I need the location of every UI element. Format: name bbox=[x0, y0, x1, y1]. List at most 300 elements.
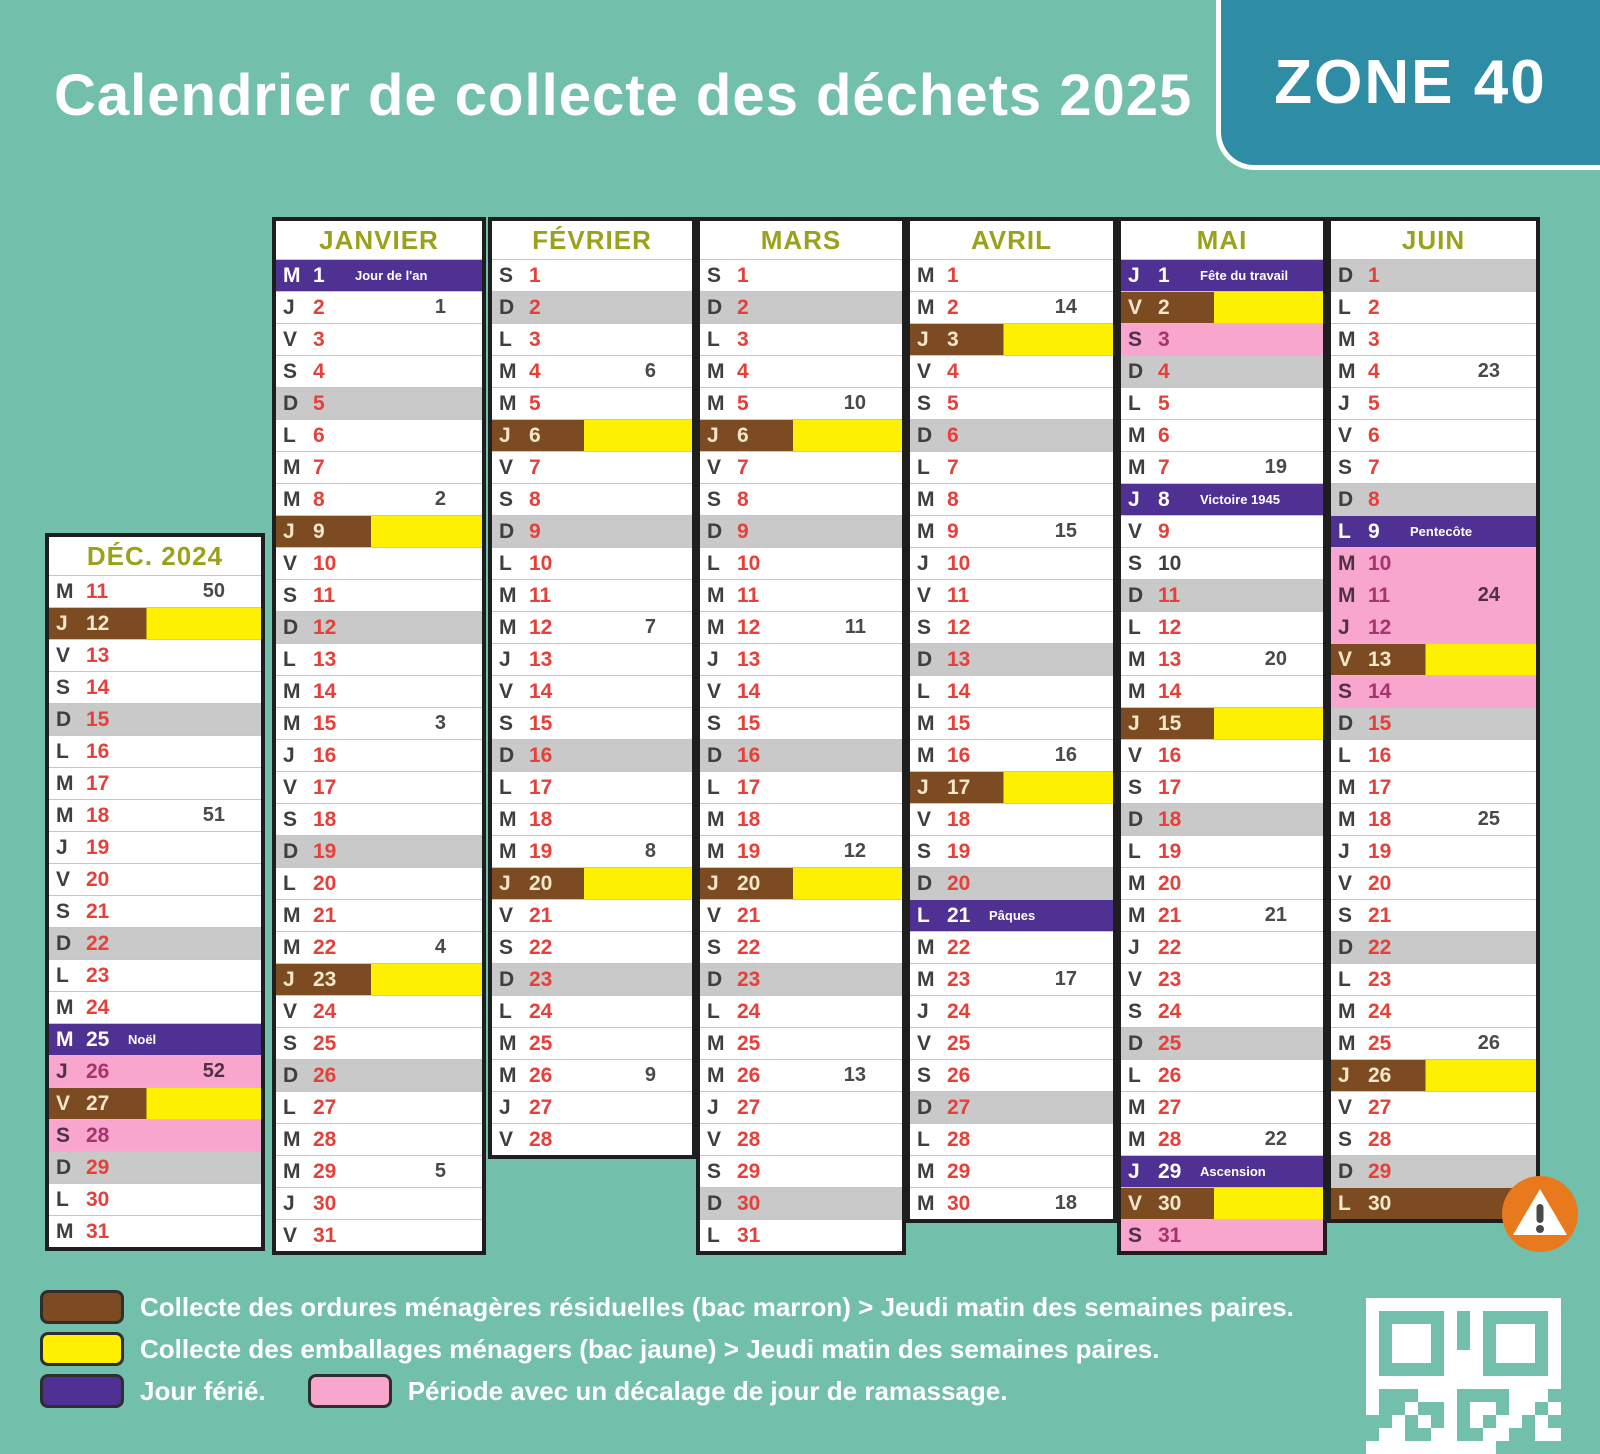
month-title: AVRIL bbox=[970, 224, 1053, 255]
day-row bbox=[910, 707, 1113, 739]
day-row bbox=[276, 643, 482, 675]
day-row bbox=[49, 1055, 261, 1087]
day-number: 2 bbox=[1158, 295, 1170, 319]
day-number: 4 bbox=[737, 359, 749, 383]
day-number: 30 bbox=[947, 1191, 971, 1215]
day-number: 25 bbox=[313, 1031, 337, 1055]
day-number: 14 bbox=[737, 679, 761, 703]
day-row bbox=[910, 451, 1113, 483]
day-row bbox=[910, 355, 1113, 387]
day-number: 4 bbox=[313, 359, 325, 383]
day-letter: M bbox=[283, 1159, 301, 1183]
day-number: 26 bbox=[529, 1063, 553, 1087]
day-row bbox=[276, 1091, 482, 1123]
day-row bbox=[700, 579, 902, 611]
day-letter: S bbox=[707, 487, 722, 511]
day-row bbox=[276, 611, 482, 643]
day-row bbox=[1331, 355, 1536, 387]
day-row bbox=[1121, 707, 1323, 739]
day-letter: J bbox=[1128, 1159, 1140, 1183]
day-row bbox=[1331, 643, 1536, 675]
day-number: 22 bbox=[947, 935, 971, 959]
day-number: 21 bbox=[737, 903, 761, 927]
day-number: 18 bbox=[947, 807, 971, 831]
week-number: 18 bbox=[1054, 1192, 1077, 1214]
day-letter: J bbox=[707, 647, 719, 671]
day-letter: J bbox=[1338, 615, 1350, 639]
day-letter: D bbox=[707, 295, 723, 319]
day-number: 25 bbox=[86, 1027, 110, 1051]
month-title: MAI bbox=[1196, 224, 1248, 255]
day-letter: S bbox=[499, 711, 514, 735]
day-letter: S bbox=[707, 711, 722, 735]
day-letter: M bbox=[917, 711, 935, 735]
day-row bbox=[49, 1215, 261, 1247]
day-row bbox=[700, 739, 902, 771]
day-number: 19 bbox=[313, 839, 337, 863]
day-number: 6 bbox=[529, 423, 541, 447]
day-letter: D bbox=[283, 391, 299, 415]
day-number: 3 bbox=[737, 327, 749, 351]
day-row bbox=[276, 771, 482, 803]
week-number: 24 bbox=[1477, 584, 1500, 606]
day-letter: V bbox=[1338, 423, 1353, 447]
day-letter: J bbox=[1128, 711, 1140, 735]
day-number: 1 bbox=[1158, 263, 1170, 287]
day-number: 13 bbox=[86, 643, 110, 667]
day-number: 10 bbox=[313, 551, 337, 575]
day-number: 13 bbox=[313, 647, 337, 671]
day-number: 29 bbox=[313, 1159, 337, 1183]
day-row bbox=[700, 963, 902, 995]
day-letter: L bbox=[1338, 519, 1351, 543]
day-row bbox=[910, 291, 1113, 323]
day-row bbox=[1331, 515, 1536, 547]
day-letter: J bbox=[283, 295, 295, 319]
day-letter: V bbox=[917, 807, 932, 831]
day-row bbox=[1121, 835, 1323, 867]
day-row bbox=[1331, 419, 1536, 451]
day-number: 29 bbox=[947, 1159, 971, 1183]
day-number: 5 bbox=[1368, 391, 1380, 415]
day-row bbox=[910, 1187, 1113, 1219]
day-number: 29 bbox=[737, 1159, 761, 1183]
day-letter: S bbox=[917, 391, 932, 415]
day-row bbox=[910, 419, 1113, 451]
day-number: 11 bbox=[947, 583, 970, 607]
day-number: 27 bbox=[313, 1095, 337, 1119]
day-row bbox=[700, 1123, 902, 1155]
day-row bbox=[910, 387, 1113, 419]
day-number: 19 bbox=[529, 839, 553, 863]
day-number: 10 bbox=[737, 551, 761, 575]
day-row bbox=[910, 1059, 1113, 1091]
day-row bbox=[910, 643, 1113, 675]
day-letter: J bbox=[499, 423, 511, 447]
day-letter: J bbox=[917, 775, 929, 799]
day-row bbox=[1121, 1027, 1323, 1059]
day-letter: D bbox=[707, 1191, 723, 1215]
day-number: 18 bbox=[1368, 807, 1392, 831]
day-row bbox=[49, 959, 261, 991]
day-row bbox=[276, 1187, 482, 1219]
holiday-label: Pentecôte bbox=[1410, 524, 1473, 539]
month-column-mars bbox=[696, 217, 906, 1255]
day-row bbox=[1121, 867, 1323, 899]
warning-icon bbox=[1502, 1176, 1578, 1252]
day-letter: M bbox=[1338, 327, 1356, 351]
day-letter: V bbox=[56, 867, 71, 891]
day-letter: J bbox=[707, 423, 719, 447]
day-row bbox=[1121, 483, 1323, 515]
day-row bbox=[910, 1027, 1113, 1059]
day-letter: J bbox=[917, 999, 929, 1023]
day-letter: M bbox=[707, 839, 725, 863]
day-row bbox=[276, 547, 482, 579]
day-number: 8 bbox=[529, 487, 541, 511]
day-letter: M bbox=[499, 1063, 517, 1087]
day-letter: V bbox=[917, 359, 932, 383]
day-letter: M bbox=[917, 487, 935, 511]
day-row bbox=[1331, 259, 1536, 291]
day-number: 28 bbox=[529, 1127, 553, 1151]
month-title: DÉC. 2024 bbox=[86, 540, 224, 571]
qr-code bbox=[1366, 1298, 1562, 1454]
day-letter: V bbox=[283, 327, 298, 351]
day-row bbox=[276, 963, 482, 995]
day-number: 1 bbox=[737, 263, 749, 287]
month-title: JANVIER bbox=[319, 224, 439, 255]
day-number: 27 bbox=[737, 1095, 761, 1119]
day-letter: M bbox=[707, 583, 725, 607]
day-letter: L bbox=[1128, 615, 1141, 639]
day-number: 10 bbox=[947, 551, 971, 575]
day-number: 24 bbox=[1158, 999, 1182, 1023]
day-number: 30 bbox=[1368, 1191, 1392, 1215]
day-letter: S bbox=[283, 583, 298, 607]
day-letter: D bbox=[283, 615, 299, 639]
day-row bbox=[276, 899, 482, 931]
day-letter: V bbox=[917, 583, 932, 607]
day-number: 18 bbox=[737, 807, 761, 831]
day-row bbox=[1121, 323, 1323, 355]
day-row bbox=[1331, 739, 1536, 771]
day-letter: M bbox=[917, 263, 935, 287]
day-row bbox=[700, 1219, 902, 1251]
day-number: 17 bbox=[86, 771, 110, 795]
day-letter: J bbox=[56, 1059, 68, 1083]
day-row bbox=[910, 803, 1113, 835]
day-row bbox=[700, 1187, 902, 1219]
day-row bbox=[910, 931, 1113, 963]
day-row bbox=[49, 831, 261, 863]
day-number: 21 bbox=[947, 903, 971, 927]
day-letter: M bbox=[56, 1219, 74, 1243]
day-row bbox=[910, 963, 1113, 995]
day-letter: M bbox=[1338, 1031, 1356, 1055]
day-number: 15 bbox=[1158, 711, 1182, 735]
day-letter: L bbox=[56, 1187, 69, 1211]
day-number: 25 bbox=[1368, 1031, 1392, 1055]
day-number: 15 bbox=[86, 707, 110, 731]
day-number: 20 bbox=[947, 871, 971, 895]
day-number: 1 bbox=[313, 263, 325, 287]
day-row bbox=[1331, 483, 1536, 515]
day-letter: M bbox=[283, 935, 301, 959]
day-row bbox=[276, 1155, 482, 1187]
day-row bbox=[700, 355, 902, 387]
day-number: 24 bbox=[86, 995, 110, 1019]
day-letter: L bbox=[707, 327, 720, 351]
day-row bbox=[1121, 1219, 1323, 1251]
day-letter: L bbox=[917, 903, 930, 927]
day-number: 21 bbox=[529, 903, 553, 927]
holiday-label: Victoire 1945 bbox=[1200, 492, 1280, 507]
day-letter: D bbox=[1128, 359, 1144, 383]
month-column-fe-vrier bbox=[488, 217, 696, 1159]
day-row bbox=[700, 643, 902, 675]
day-number: 19 bbox=[86, 835, 110, 859]
day-row bbox=[276, 259, 482, 291]
week-number: 3 bbox=[434, 712, 446, 734]
day-number: 14 bbox=[313, 679, 337, 703]
day-row bbox=[1121, 291, 1323, 323]
day-number: 2 bbox=[737, 295, 749, 319]
day-letter: V bbox=[283, 775, 298, 799]
day-number: 11 bbox=[1368, 583, 1391, 607]
day-number: 6 bbox=[1158, 423, 1170, 447]
day-letter: M bbox=[707, 359, 725, 383]
zone-badge bbox=[1216, 0, 1600, 170]
day-row bbox=[492, 995, 692, 1027]
day-letter: V bbox=[1128, 967, 1143, 991]
day-letter: M bbox=[1338, 583, 1356, 607]
day-letter: M bbox=[1128, 455, 1146, 479]
day-row bbox=[276, 355, 482, 387]
day-row bbox=[49, 927, 261, 959]
day-letter: M bbox=[1338, 359, 1356, 383]
week-number: 52 bbox=[202, 1060, 225, 1082]
day-letter: M bbox=[499, 359, 517, 383]
day-number: 22 bbox=[86, 931, 110, 955]
day-letter: J bbox=[56, 611, 68, 635]
day-letter: V bbox=[1128, 1191, 1143, 1215]
day-row bbox=[49, 1151, 261, 1183]
week-number: 19 bbox=[1264, 456, 1287, 478]
day-number: 20 bbox=[1368, 871, 1392, 895]
day-number: 17 bbox=[313, 775, 337, 799]
day-letter: D bbox=[1128, 807, 1144, 831]
week-number: 9 bbox=[644, 1064, 656, 1086]
day-number: 26 bbox=[313, 1063, 337, 1087]
day-row bbox=[1331, 675, 1536, 707]
day-row bbox=[910, 899, 1113, 931]
day-letter: S bbox=[917, 839, 932, 863]
day-number: 16 bbox=[86, 739, 110, 763]
day-letter: J bbox=[917, 327, 929, 351]
day-row bbox=[276, 451, 482, 483]
day-letter: V bbox=[499, 903, 514, 927]
day-number: 26 bbox=[947, 1063, 971, 1087]
day-number: 16 bbox=[1158, 743, 1182, 767]
day-number: 4 bbox=[529, 359, 541, 383]
day-row bbox=[910, 675, 1113, 707]
day-letter: L bbox=[1128, 1063, 1141, 1087]
day-letter: M bbox=[1338, 775, 1356, 799]
day-number: 4 bbox=[1368, 359, 1380, 383]
day-letter: S bbox=[1338, 455, 1353, 479]
day-row bbox=[1331, 1091, 1536, 1123]
day-letter: S bbox=[1128, 775, 1143, 799]
day-number: 11 bbox=[86, 579, 109, 603]
day-number: 7 bbox=[529, 455, 541, 479]
day-number: 7 bbox=[1158, 455, 1170, 479]
day-row bbox=[492, 835, 692, 867]
day-row bbox=[492, 1027, 692, 1059]
day-letter: J bbox=[1128, 935, 1140, 959]
day-number: 22 bbox=[1368, 935, 1392, 959]
day-number: 24 bbox=[313, 999, 337, 1023]
day-letter: M bbox=[917, 1191, 935, 1215]
day-number: 16 bbox=[947, 743, 971, 767]
day-row bbox=[700, 387, 902, 419]
day-letter: M bbox=[707, 391, 725, 415]
week-number: 17 bbox=[1054, 968, 1077, 990]
day-number: 24 bbox=[1368, 999, 1392, 1023]
day-number: 20 bbox=[1158, 871, 1182, 895]
day-letter: J bbox=[707, 871, 719, 895]
week-number: 4 bbox=[434, 936, 446, 958]
day-row bbox=[1121, 931, 1323, 963]
day-letter: S bbox=[1128, 327, 1143, 351]
day-row bbox=[1331, 803, 1536, 835]
day-number: 26 bbox=[1158, 1063, 1182, 1087]
day-row bbox=[700, 611, 902, 643]
day-number: 2 bbox=[313, 295, 325, 319]
day-row bbox=[49, 1023, 261, 1055]
day-row bbox=[492, 547, 692, 579]
day-number: 9 bbox=[1158, 519, 1170, 543]
day-letter: L bbox=[1338, 967, 1351, 991]
week-number: 10 bbox=[843, 392, 866, 414]
day-row bbox=[492, 611, 692, 643]
day-number: 24 bbox=[947, 999, 971, 1023]
day-row bbox=[700, 259, 902, 291]
day-letter: S bbox=[707, 263, 722, 287]
day-number: 2 bbox=[529, 295, 541, 319]
day-letter: M bbox=[283, 903, 301, 927]
day-letter: D bbox=[283, 839, 299, 863]
week-number: 14 bbox=[1054, 296, 1077, 318]
day-number: 8 bbox=[737, 487, 749, 511]
day-number: 3 bbox=[1368, 327, 1380, 351]
day-number: 1 bbox=[947, 263, 959, 287]
day-row bbox=[492, 1123, 692, 1155]
day-row bbox=[49, 1087, 261, 1119]
day-number: 18 bbox=[86, 803, 110, 827]
day-number: 5 bbox=[947, 391, 959, 415]
month-column-janvier bbox=[272, 217, 486, 1255]
day-row bbox=[1121, 675, 1323, 707]
holiday-label: Noël bbox=[128, 1032, 157, 1047]
day-row bbox=[276, 515, 482, 547]
day-row bbox=[1121, 579, 1323, 611]
day-letter: S bbox=[707, 1159, 722, 1183]
day-row bbox=[910, 1155, 1113, 1187]
day-number: 20 bbox=[86, 867, 110, 891]
day-letter: L bbox=[499, 551, 512, 575]
day-number: 27 bbox=[1158, 1095, 1182, 1119]
day-row bbox=[1121, 771, 1323, 803]
day-number: 13 bbox=[737, 647, 761, 671]
week-number: 50 bbox=[202, 580, 225, 602]
day-row bbox=[276, 1027, 482, 1059]
day-number: 19 bbox=[947, 839, 971, 863]
day-number: 7 bbox=[313, 455, 325, 479]
day-number: 25 bbox=[737, 1031, 761, 1055]
day-letter: V bbox=[499, 455, 514, 479]
day-number: 11 bbox=[1158, 583, 1181, 607]
day-number: 20 bbox=[529, 871, 553, 895]
day-letter: D bbox=[1338, 263, 1354, 287]
day-row bbox=[1331, 931, 1536, 963]
day-letter: D bbox=[1128, 583, 1144, 607]
day-row bbox=[276, 1123, 482, 1155]
day-number: 3 bbox=[313, 327, 325, 351]
day-row bbox=[700, 515, 902, 547]
day-row bbox=[1331, 867, 1536, 899]
day-letter: D bbox=[56, 1155, 72, 1179]
day-row bbox=[910, 1123, 1113, 1155]
day-number: 10 bbox=[1158, 551, 1182, 575]
day-letter: S bbox=[1338, 903, 1353, 927]
day-row bbox=[1121, 1123, 1323, 1155]
day-row bbox=[1331, 291, 1536, 323]
day-letter: M bbox=[1128, 1095, 1146, 1119]
day-letter: M bbox=[56, 771, 74, 795]
day-number: 28 bbox=[313, 1127, 337, 1151]
day-number: 23 bbox=[947, 967, 971, 991]
holiday-label: Ascension bbox=[1200, 1164, 1266, 1179]
day-number: 30 bbox=[1158, 1191, 1182, 1215]
day-number: 29 bbox=[1368, 1159, 1392, 1183]
day-letter: L bbox=[917, 455, 930, 479]
day-number: 25 bbox=[947, 1031, 971, 1055]
day-letter: M bbox=[707, 807, 725, 831]
day-number: 5 bbox=[737, 391, 749, 415]
day-row bbox=[1331, 1027, 1536, 1059]
day-row bbox=[1331, 387, 1536, 419]
day-letter: M bbox=[499, 391, 517, 415]
day-row bbox=[700, 1091, 902, 1123]
day-letter: M bbox=[56, 1027, 74, 1051]
day-letter: L bbox=[283, 1095, 296, 1119]
day-letter: V bbox=[1128, 743, 1143, 767]
day-letter: L bbox=[917, 679, 930, 703]
day-number: 12 bbox=[1158, 615, 1182, 639]
day-letter: V bbox=[707, 455, 722, 479]
legend-label: Période avec un décalage de jour de ramassage. bbox=[407, 1375, 1008, 1406]
day-number: 16 bbox=[529, 743, 553, 767]
day-row bbox=[492, 675, 692, 707]
day-number: 18 bbox=[1158, 807, 1182, 831]
week-number: 51 bbox=[202, 804, 225, 826]
day-row bbox=[492, 323, 692, 355]
day-number: 9 bbox=[529, 519, 541, 543]
day-number: 27 bbox=[947, 1095, 971, 1119]
day-letter: M bbox=[707, 1063, 725, 1087]
week-number: 1 bbox=[434, 296, 446, 318]
